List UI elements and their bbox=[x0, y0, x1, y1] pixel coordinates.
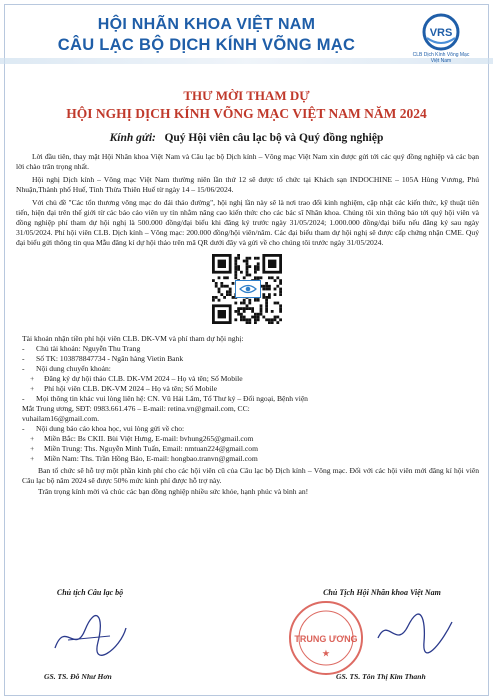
bullet-dash: - bbox=[22, 394, 25, 403]
bullet-dash: - bbox=[22, 424, 25, 433]
contact-line2: Mắt Trung ương, SĐT: 0983.661.476 – E-mail: retina.vn@gmail.com, CC: bbox=[22, 404, 250, 413]
closing-support: Ban tổ chức sẽ hỗ trợ một phần kinh phí cho các hội viên cũ của Câu lạc bộ Dịch kính – Võng mạc. Đối với các hội viên mới đăng kí hội viên Câu lạc bộ năm 2024 sẽ được 50% mức kinh phí được hỗ trợ này. bbox=[22, 466, 479, 485]
account-holder: Chủ tài khoản: Nguyễn Thu Trang bbox=[36, 344, 141, 353]
bullet-plus: + bbox=[30, 384, 35, 393]
left-signatory bbox=[30, 588, 150, 681]
club-logo bbox=[405, 12, 477, 64]
document-title bbox=[10, 88, 483, 122]
report-south: Miền Nam: Ths. Trần Hồng Bảo, E-mail: hongbao.tranvn@gmail.com bbox=[44, 454, 258, 463]
right-signatory-title: Chủ Tịch Hội Nhãn khoa Việt Nam bbox=[323, 588, 441, 597]
organization-name bbox=[10, 16, 403, 55]
report-central: Miền Trung: Ths. Nguyễn Minh Tuấn, Email: nmtuan224@gmail.com bbox=[44, 444, 258, 453]
logo-caption2: Việt Nam bbox=[430, 58, 452, 64]
transfer-item-1: Đăng ký dự hội thảo CLB. DK-VM 2024 – Họ và tên; Số Mobile bbox=[44, 374, 243, 383]
transfer-item-2: Phí hội viên CLB. DK-VM 2024 – Họ và tên; Số Mobile bbox=[44, 384, 217, 393]
title-line1: THƯ MỜI THAM DỰ bbox=[183, 88, 310, 103]
closing-text bbox=[10, 466, 483, 497]
left-signatory-name: GS. TS. Đỗ Như Hơn bbox=[44, 672, 112, 681]
bullet-dash: - bbox=[22, 354, 25, 363]
transfer-label: Nội dung chuyển khoản: bbox=[36, 364, 111, 373]
svg-text:VRS: VRS bbox=[429, 27, 453, 39]
report-label: Nội dung báo cáo khoa học, vui lòng gửi về cho: bbox=[36, 424, 185, 433]
contact-line3: vuhailam16@gmail.com. bbox=[22, 414, 100, 423]
greeting bbox=[10, 132, 483, 144]
report-north: Miền Bắc: Bs CKII. Bùi Việt Hưng, E-mail: bvhung265@gmail.com bbox=[44, 434, 254, 443]
right-signatory-name: GS. TS. Tôn Thị Kim Thanh bbox=[336, 672, 426, 681]
contact-line1: Mọi thông tin khác vui lòng liên hệ: CN. Vũ Hải Lâm, Tổ Thư ký – Đối ngoại, Bệnh viện bbox=[36, 394, 308, 403]
registration-info bbox=[10, 334, 483, 464]
org-line1: HỘI NHÃN KHOA VIỆT NAM bbox=[97, 16, 316, 33]
registration-qr-code[interactable] bbox=[212, 254, 282, 324]
bullet-plus: + bbox=[30, 374, 35, 383]
closing-wishes: Trân trọng kính mời và chúc các bạn đồng nghiệp nhiều sức khỏe, hạnh phúc và bình an! bbox=[38, 487, 309, 496]
signature-left-icon bbox=[50, 610, 130, 660]
signature-block bbox=[0, 588, 493, 698]
bullet-plus: + bbox=[30, 454, 35, 463]
svg-text:★: ★ bbox=[322, 649, 330, 658]
bullet-dash: - bbox=[22, 344, 25, 353]
bullet-dash: - bbox=[22, 364, 25, 373]
greeting-recipient: Quý Hội viên câu lạc bộ và Quý đồng nghiệp bbox=[164, 132, 384, 144]
letter-body bbox=[10, 152, 483, 248]
bullet-plus: + bbox=[30, 434, 35, 443]
account-intro: Tài khoản nhận tiền phí hội viên CLB. DK-VM và phí tham dự hội nghị: bbox=[22, 334, 244, 343]
eye-icon bbox=[239, 283, 257, 295]
paragraph-venue: Hội nghị Dịch kính – Võng mạc Việt Nam thường niên lần thứ 12 sẽ được tổ chức tại Khách sạn INDOCHINE – 105A Hùng Vương, Phú Nhuận,Thành phố Huế, Tỉnh Thừa Thiên Huế từ ngày 14 – 15/06/2024. bbox=[16, 175, 479, 194]
paragraph-fees: Với chủ đề "Các tổn thương võng mạc do đái tháo đường", hội nghị lần này sẽ là nơi trao đổi kinh nghiệm, cập nhật các kiến thức, kỹ thuật tiên tiến, hiện đại trên thế giới từ các báo cáo viên uy tín nhằm nâng cao kiến thức cho các bác sĩ Nhãn khoa. Chúng tôi xin thông báo tới quý hội viên và đồng nghiệp phí tham dự hội nghị là 500.000 đồng/đại biểu khi đăng ký trước ngày 31/05/2024; 1.000.000 đồng/đại biểu nếu đăng ký sau ngày 31/05/2024. Phí hội viên CLB. Dịch kính – Võng mạc: 200.000 đồng/hội viên/năm. Các đại biểu tham dự hội nghị sẽ được cấp chứng nhận CME. Quý đại biểu gửi thông tin qua Mẫu đăng kí dự hội thảo trên mã QR dưới đây và gửi về cho chúng tôi trước ngày 31/05/2024. bbox=[16, 198, 479, 247]
paragraph-intro: Lời đầu tiên, thay mặt Hội Nhãn khoa Việt Nam và Câu lạc bộ Dịch kính – Võng mạc Việt Nam xin được gửi tới các quý đồng nghiệp và các bạn lời chào trân trọng nhất. bbox=[16, 152, 479, 171]
logo-caption1: CLB Dịch Kính Võng Mạc bbox=[412, 52, 470, 58]
left-signatory-title: Chủ tịch Câu lạc bộ bbox=[56, 588, 124, 597]
greeting-label: Kính gửi: bbox=[109, 132, 156, 144]
account-number: Số TK: 103878847734 - Ngân hàng Vietin Bank bbox=[36, 354, 184, 363]
signature-right-icon bbox=[374, 608, 454, 658]
org-line2: CÂU LẠC BỘ DỊCH KÍNH VÕNG MẠC bbox=[57, 36, 356, 54]
bullet-plus: + bbox=[30, 444, 35, 453]
title-line2: HỘI NGHỊ DỊCH KÍNH VÕNG MẠC VIỆT NAM NĂM 2024 bbox=[66, 106, 427, 121]
eye-logo-icon bbox=[421, 12, 461, 52]
official-stamp-icon bbox=[286, 598, 366, 678]
letterhead bbox=[10, 6, 483, 72]
svg-text:TRUNG ƯƠNG: TRUNG ƯƠNG bbox=[294, 634, 358, 644]
qr-center-logo bbox=[235, 280, 261, 298]
